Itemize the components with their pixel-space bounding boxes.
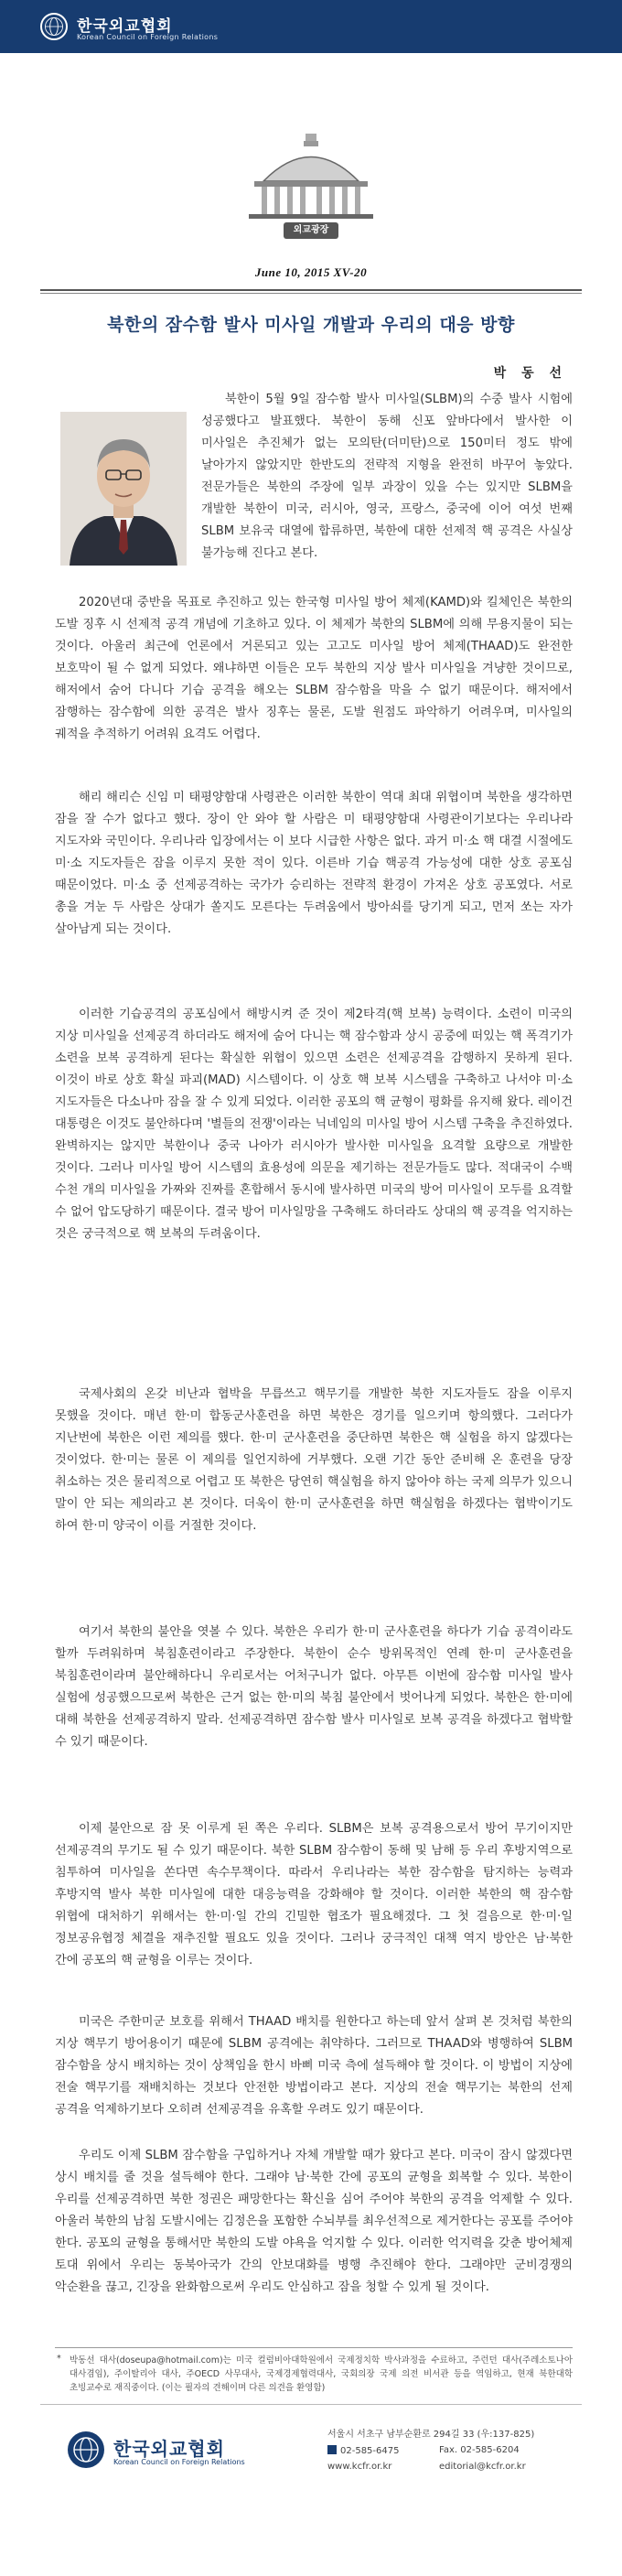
article-paragraph-9: 우리도 이제 SLBM 잠수함을 구입하거나 자체 개발할 때가 왔다고 본다. 미국이 잠시 않겠다면 상시 배치를 줄 것을 설득해야 한다. 그래야 남·북한 간에 공포의 균형을 회복할 수 있다. 북한이 우리를 선제공격하면 북한 정권은 패망한다는 확신을 심어 주어야 북한의 공격을 억제할 수 있다. 아울러 북한의 남침 도발시에는 김정은을 포함한 수뇌부를 최우선적으로 제거한다는 공포를 주어야 한다. 공포의 균형을 통해서만 북한의 도발 야욕을 억지할 수 있다. 이러한 억지력을 갖춘 방어체제 토대 위에서 우리는 동북아국가 간의 안보대화를 병행 추진해야 한다. 그래야만 군비경쟁의 악순환을 끊고, 긴장을 완화함으로써 우리도 안심하고 잠을 청할 수 있게 될 것이다. (55, 2149, 573, 2294)
emblem-label: 외교광장 (293, 225, 329, 235)
footer-org-name-en: Korean Council on Foreign Relations (113, 2458, 245, 2466)
article-paragraph-6: 여기서 북한의 불안을 엿볼 수 있다. 북한은 우리가 한·미 군사훈련을 하다가 기습 공격이라도 할까 두려워하며 북침훈련이라고 주장한다. 북한이 순수 방위목적인 연례 한·미 군사훈련을 북침훈련이라며 불안해하다니 우리로서는 어처구니가 없다. 아무튼 이번에 잠수함 미사일 발사 실험에 성공했으므로써 북한은 근거 없는 한·미의 북침 불안에서 벗어나게 되었다. 북한은 한·미에 대해 북한을 선제공격하지 말라. 선제공격하면 잠수함 발사 미사일로 보복 공격을 하겠다고 협박할 수 있기 때문이다. (55, 1625, 573, 1749)
author-footnote: 박동선 대사(doseupa@hotmail.com)는 미국 컬럼비아대학원에서 국제정치학 박사과정을 수료하고, 주런던 대사(주레소토나아 대사겸임), 주이탈리아 대사, 주OECD 사무대사, 국제경제협력대사, 국회의장 국제 의전 비서관 등을 역임하고, 현재 북한대학 초빙교수로 재직중이다. (이는 필자의 견해이며 다른 의견을 환영함) (70, 2355, 573, 2393)
article-paragraph-8: 미국은 주한미군 보호를 위해서 THAAD 배치를 원한다고 하는데 앞서 살펴 본 것처럼 북한의 지상 핵무기 방어용이기 때문에 SLBM 공격에는 취약하다. 그러므로 THAAD와 병행하여 SLBM 잠수함을 상시 배치하는 것이 상책임을 한시 바삐 미국 측에 설득해야 할 것이다. 이 방법이 지상에 전술 핵무기를 재배치하는 것보다 안전한 방법이라고 본다. 지상의 전술 핵무기는 북한의 선제 공격을 억제하기보다 오히려 선제공격을 유혹할 우려도 있기 때문이다. (55, 2015, 573, 2117)
phone-icon (327, 2445, 337, 2454)
footnote-rule (55, 2347, 573, 2348)
footer-address: 서울시 서초구 남부순환로 294길 33 (우:137-825) (327, 2430, 535, 2440)
footer-rule (40, 2404, 582, 2405)
header-org-name: 한국외교협회 (77, 17, 173, 36)
article-paragraph-7: 이제 불안으로 잠 못 이루게 된 쪽은 우리다. SLBM은 보복 공격용으로서 방어 무기이지만 선제공격의 무기도 될 수 있기 때문이다. 북한 SLBM 잠수함이 동해 및 남해 등 우리 후방지역으로 침투하여 미사일을 쏜다면 속수무책이다. 따라서 우리나라는 북한 잠수함을 탐지하는 능력과 후방지역 발사 북한 미사일에 대한 대응능력을 강화해야 할 것이다. 이러한 북한의 핵 잠수함 위협에 대처하기 위해서는 한·미·일 간의 긴밀한 협조가 필요해졌다. 그 첫 걸음으로 한·미·일 정보공유협정 체결을 재추진할 필요도 있을 것이다. 그러나 궁극적인 대책 역지 방안은 남·북한 간에 공포의 핵 균형을 이루는 것이다. (55, 1822, 573, 1967)
footer-org-name: 한국외교협회 (113, 2438, 225, 2460)
article-paragraph-3: 해리 해리슨 신임 미 태평양함대 사령관은 이러한 북한이 역대 최대 위협이며 북한을 생각하면 잠을 잘 수가 없다고 했다. 장이 안 와야 할 사람은 미 태평양함대 사령관이기보다는 우리나라 지도자와 국민이다. 우리나라 입장에서는 이 보다 시급한 사항은 없다. 과거 미·소 핵 대결 시절에도 미·소 지도자들은 잠을 이루지 못한 적이 있다. 이른바 기습 핵공격 가능성에 대한 상호 공포심 때문이었다. 미·소 중 선제공격하는 국가가 승리하는 전략적 환경이 가져온 상호 공포였다. 서로 총을 겨눈 두 사람은 상대가 쏠지도 모른다는 두려움에서 방아쇠를 당기게 되고, 먼저 쏘는 자가 살아남게 되는 것이다. (55, 791, 573, 936)
issue-date-line: June 10, 2015 XV-20 (254, 265, 368, 279)
footer-fax: Fax. 02-585-6204 (439, 2445, 520, 2455)
photo-spacer (55, 389, 201, 568)
footer-logo-icon (66, 2430, 106, 2470)
diplomacy-plaza-emblem (227, 128, 395, 247)
footer-email[interactable]: editorial@kcfr.or.kr (439, 2462, 526, 2472)
footer-phone: 02-585-6475 (340, 2446, 400, 2456)
article-paragraph-5: 국제사회의 온갖 비난과 협박을 무릅쓰고 핵무기를 개발한 북한 지도자들도 잠을 이루지 못했을 것이다. 매년 한·미 합동군사훈련을 하면 북한은 경기를 일으키며 항의했다. 그러다가 지난번에 북한은 이런 제의를 했다. 한·미 군사훈련을 중단하면 북한은 핵 실험을 하지 않겠다는 것이었다. 한·미는 물론 이 제의를 일언지하에 거부했다. 오랜 기간 동안 준비해 온 훈련을 당장 취소하는 것은 물리적으로 어렵고 또 북한은 당연히 핵실험을 하지 않아야 하는 국제 의무가 있으니 말이 안 되는 제의라고 본 것이다. 더욱이 한·미 군사훈련을 하면 핵실험을 하겠다는 협박이기도 하여 한·미 양국이 이를 거절한 것이다. (55, 1387, 573, 1533)
footer-website[interactable]: www.kcfr.or.kr (327, 2462, 392, 2472)
footer-phone-row (327, 2445, 399, 2456)
article-paragraph-4: 이러한 기습공격의 공포심에서 해방시켜 준 것이 제2타격(핵 보복) 능력이다. 소련이 미국의 지상 미사일을 선제공격 하더라도 해저에 숨어 다니는 핵 잠수함과 상시 공중에 떠있는 핵 폭격기가 소련을 보복 공격하게 된다는 확실한 위협이 있으면 소련은 선제공격을 감행하지 못하게 된다. 이것이 바로 상호 확실 파괴(MAD) 시스템이다. 이 상호 핵 보복 시스템을 구축하고 나서야 미·소 지도자들은 다소나마 잠을 잘 수 있게 되었다. 이러한 공포의 핵 균형이 평화를 유지해 왔다. 레이건 대통령은 이것도 불안하다며 '별들의 전쟁'이라는 닉네임의 미사일 방어 시스템 구축을 추진하였다. 완벽하지는 않지만 북한이나 중국 나아가 러시아가 발사한 미사일을 요격할 요량으로 개발한 것이다. 그러나 미사일 방어 시스템의 효용성에 의문을 제기하는 전문가들도 많다. 적대국이 수백 수천 개의 미사일을 가짜와 진짜를 혼합해서 동시에 발사하면 미국의 방어 미사일이 모두를 요격할 수 없어 압도당하기 때문이다. 결국 방어 미사일망을 구축해도 하더라도 상대의 핵 공격을 억지하는 것은 궁극적으로 핵 보복의 두려움이다. (55, 1008, 573, 1241)
kcfr-logo-icon (40, 13, 68, 40)
article-paragraph-1: 북한이 5월 9일 잠수함 발사 미사일(SLBM)의 수중 발사 시험에 성공했다고 발표했다. 북한이 동해 신포 앞바다에서 발사한 이 미사일은 추진체가 없는 모의탄(더미탄)으로 150미터 정도 밖에 날아가지 않았지만 한반도의 전략적 지형을 완전히 바꾸어 놓았다. 전문가들은 북한의 주장에 일부 과장이 있을 수는 있지만 SLBM을 개발한 북한이 미국, 러시아, 영국, 프랑스, 중국에 이어 여섯 번째 SLBM 보유국 대열에 합류하면, 북한에 대한 선제적 핵 공격은 사실상 불가능해 진다고 본다. (55, 389, 573, 568)
header-org-name-en: Korean Council on Foreign Relations (77, 33, 219, 41)
article-paragraph-2: 2020년대 중반을 목표로 추진하고 있는 한국형 미사일 방어 체제(KAMD)와 킬체인은 북한의 도발 징후 시 선제적 공격 개념에 기초하고 있다. 이 체제가 북한의 SLBM에 의해 무용지물이 되는 것이다. 아울러 최근에 언론에서 거론되고 있는 고고도 미사일 방어 체제(THAAD)도 완전한 보호막이 될 수 없게 되었다. 왜냐하면 이들은 모두 북한의 지상 발사 미사일을 겨냥한 것이므로, 해저에서 숨어 다니다 기습 공격을 해오는 SLBM 잠수함을 막을 수 없기 때문이다. 해저에서 잠행하는 잠수함에 의한 공격은 발사 징후는 물론, 도발 원점도 파악하기 어려우며, 미사일의 궤적을 추적하기 어려워 요격도 어렵다. (55, 596, 573, 741)
header-rule (40, 289, 582, 291)
article-title: 북한의 잠수함 발사 미사일 개발과 우리의 대응 방향 (107, 315, 515, 335)
header-rule-thin (40, 293, 582, 294)
author-name: 박 동 선 (493, 366, 567, 381)
footnote-bullet-icon: * (57, 2354, 61, 2364)
